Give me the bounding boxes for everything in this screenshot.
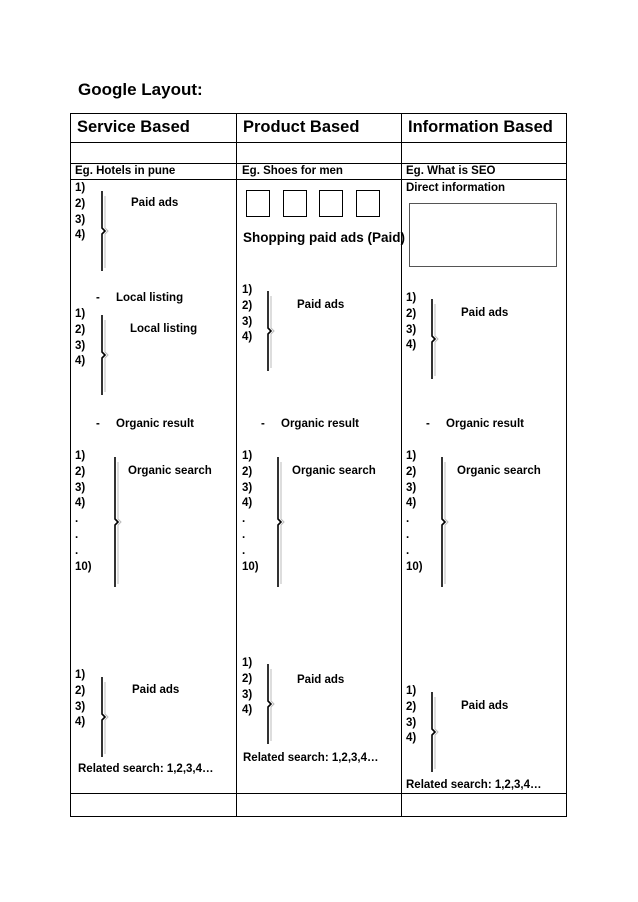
table-rule-4: [70, 793, 567, 794]
list-number: 2): [406, 307, 417, 320]
list-number: 1): [75, 182, 86, 194]
list-number: 4): [406, 497, 417, 510]
list-number: 3): [75, 700, 86, 713]
list-number: 4): [75, 716, 86, 729]
information-paid-ads-list: [406, 291, 416, 354]
list-number: .: [242, 513, 246, 526]
shopping-product-box: [319, 190, 343, 217]
list-number: 10): [406, 560, 423, 573]
direct-information-box: [409, 203, 557, 267]
example-service: Eg. Hotels in pune: [75, 165, 176, 177]
list-number: 3): [406, 716, 417, 729]
information-paid-ads-label: Paid ads: [461, 307, 509, 319]
list-number: 4): [242, 704, 253, 717]
curly-brace: [92, 188, 114, 274]
header-service-based: Service Based: [77, 118, 190, 136]
list-number: 4): [75, 229, 86, 242]
product-dash: -: [261, 418, 265, 430]
table-col-divider-1: [236, 113, 237, 817]
list-number: 3): [75, 213, 86, 226]
curly-brace: [258, 288, 280, 374]
product-paid-ads-label: Paid ads: [297, 299, 345, 311]
page-title: Google Layout:: [78, 80, 203, 99]
product-organic-list: [242, 449, 259, 575]
shopping-paid-ads-label: Shopping paid ads (Paid): [243, 230, 405, 245]
table-col-divider-2: [401, 113, 402, 817]
list-number: 4): [242, 331, 253, 344]
information-organic-result-heading: Organic result: [446, 418, 524, 430]
service-organic-search-label: Organic search: [128, 465, 212, 477]
service-bottom-paid-list: [75, 668, 85, 731]
list-number: 10): [242, 560, 259, 573]
information-organic-search-label: Organic search: [457, 465, 541, 477]
service-paid-ads-label: Paid ads: [131, 197, 179, 209]
list-number: 3): [242, 481, 253, 494]
list-number: 3): [406, 481, 417, 494]
shopping-product-box: [356, 190, 380, 217]
list-number: .: [242, 528, 246, 541]
header-product-based: Product Based: [243, 118, 360, 136]
list-number: .: [242, 544, 246, 557]
service-dash: -: [96, 292, 100, 304]
example-product: Eg. Shoes for men: [242, 165, 343, 177]
service-dash: -: [96, 418, 100, 430]
table-rule-1: [70, 142, 567, 143]
shopping-product-box: [283, 190, 307, 217]
list-number: 1): [406, 685, 417, 697]
header-information-based: Information Based: [408, 118, 553, 136]
list-number: 4): [406, 339, 417, 352]
list-number: 2): [75, 465, 86, 478]
table-border-top: [70, 113, 567, 114]
product-related-search: Related search: 1,2,3,4…: [243, 752, 379, 764]
information-bottom-paid-list: [406, 684, 416, 747]
list-number: .: [75, 544, 79, 557]
example-information: Eg. What is SEO: [406, 165, 496, 177]
list-number: 2): [242, 299, 253, 312]
list-number: 1): [75, 308, 86, 320]
curly-brace: [92, 312, 114, 398]
list-number: 4): [406, 732, 417, 745]
list-number: .: [406, 544, 410, 557]
list-number: 2): [75, 197, 86, 210]
list-number: .: [75, 528, 79, 541]
information-organic-list: [406, 449, 423, 575]
list-number: 1): [406, 450, 417, 462]
service-local-listing-heading: Local listing: [116, 292, 184, 304]
list-number: 3): [75, 339, 86, 352]
list-number: 1): [75, 450, 86, 462]
list-number: 1): [406, 292, 417, 304]
product-organic-search-label: Organic search: [292, 465, 376, 477]
list-number: 3): [75, 481, 86, 494]
product-bottom-paid-list: [242, 656, 252, 719]
information-related-search: Related search: 1,2,3,4…: [406, 779, 542, 791]
table-border-right: [566, 113, 567, 817]
list-number: 3): [406, 323, 417, 336]
list-number: 3): [242, 688, 253, 701]
service-related-search: Related search: 1,2,3,4…: [78, 763, 214, 775]
service-organic-list: [75, 449, 92, 575]
product-bottom-paid-label: Paid ads: [297, 674, 345, 686]
list-number: 4): [75, 355, 86, 368]
table-rule-2: [70, 163, 567, 164]
shopping-product-box: [246, 190, 270, 217]
list-number: 3): [242, 315, 253, 328]
list-number: 2): [75, 684, 86, 697]
list-number: 2): [75, 323, 86, 336]
service-local-list: [75, 307, 85, 370]
list-number: 4): [75, 497, 86, 510]
product-paid-ads-list: [242, 283, 252, 346]
information-dash: -: [426, 418, 430, 430]
table-border-left: [70, 113, 71, 817]
product-organic-result-heading: Organic result: [281, 418, 359, 430]
service-bottom-paid-label: Paid ads: [132, 684, 180, 696]
curly-brace: [92, 674, 114, 760]
list-number: 4): [242, 497, 253, 510]
table-rule-3: [70, 179, 567, 180]
list-number: 1): [242, 284, 253, 296]
information-bottom-paid-label: Paid ads: [461, 700, 509, 712]
list-number: 2): [242, 465, 253, 478]
curly-brace: [422, 296, 444, 382]
curly-brace: [432, 454, 454, 590]
curly-brace: [268, 454, 290, 590]
list-number: .: [406, 528, 410, 541]
table-border-bottom: [70, 816, 567, 817]
service-local-listing-label: Local listing: [130, 323, 198, 335]
service-organic-result-heading: Organic result: [116, 418, 194, 430]
list-number: 1): [242, 450, 253, 462]
list-number: .: [75, 513, 79, 526]
service-paid-ads-list: [75, 181, 85, 244]
curly-brace: [422, 689, 444, 775]
curly-brace: [258, 661, 280, 747]
curly-brace: [105, 454, 127, 590]
list-number: 1): [242, 657, 253, 669]
list-number: .: [406, 513, 410, 526]
list-number: 10): [75, 560, 92, 573]
list-number: 2): [242, 672, 253, 685]
list-number: 2): [406, 700, 417, 713]
list-number: 2): [406, 465, 417, 478]
direct-information-label: Direct information: [406, 182, 506, 194]
list-number: 1): [75, 669, 86, 681]
